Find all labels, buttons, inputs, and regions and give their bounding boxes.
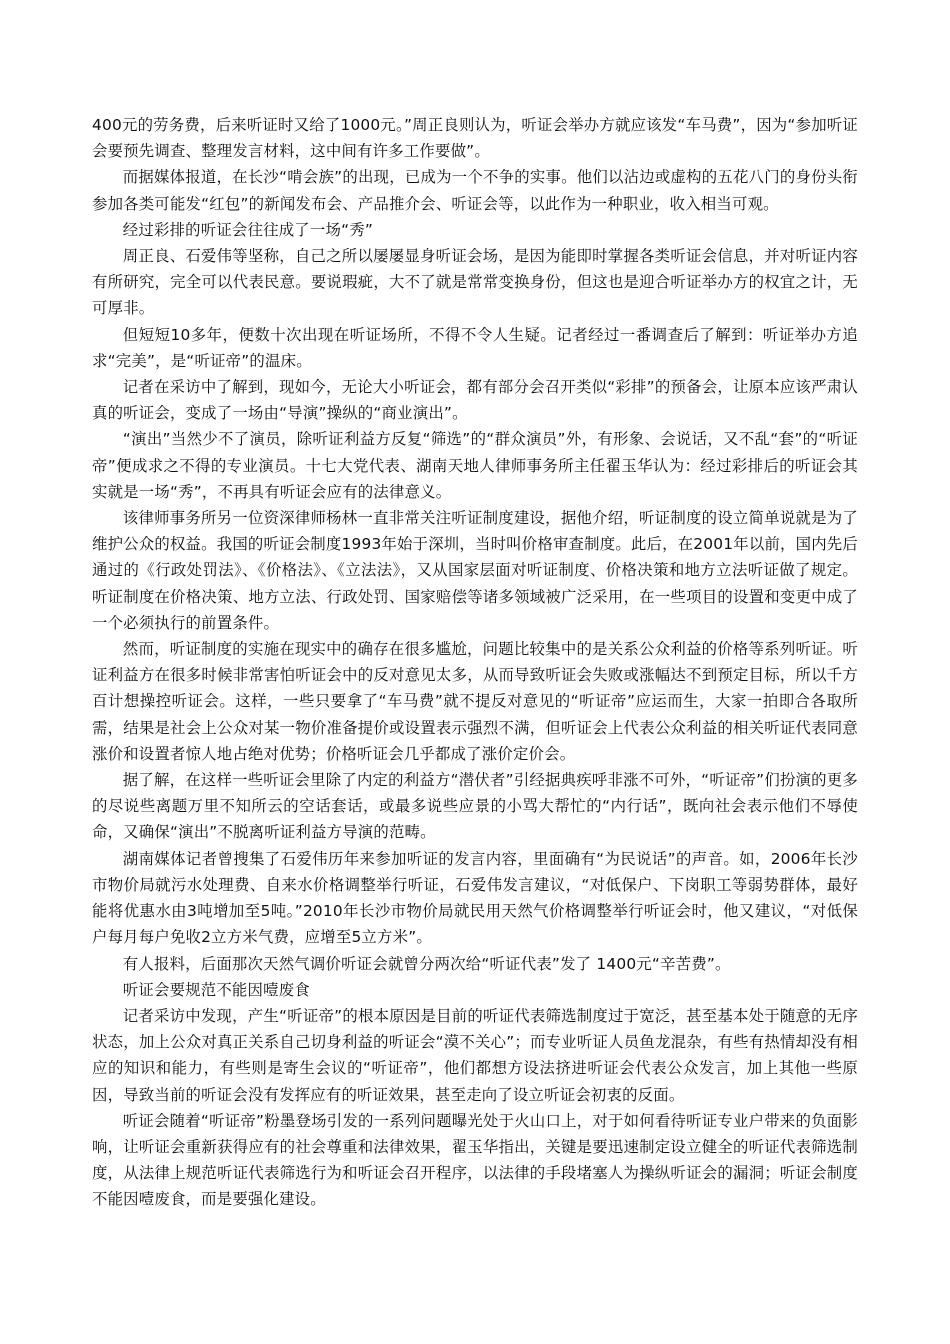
paragraph: 湖南媒体记者曾搜集了石爱伟历年来参加听证的发言内容，里面确有“为民说话”的声音。如，2006年长沙市物价局就污水处理费、自来水价格调整举行听证，石爱伟发言建议，“对低保户、下岗职工等弱势群体，最好能将优惠水由3吨增加至5吨。”2010年长沙市物价局就民用天然气价格调整举行听证会时，他又建议，“对低保户每月每户免收2立方米气费，应增至5立方米”。: [92, 849, 858, 947]
paragraph: 该律师事务所另一位资深律师杨林一直非常关注听证制度建设，据他介绍，听证制度的设立简单说就是为了维护公众的权益。我国的听证会制度1993年始于深圳，当时叫价格审查制度。此后，在2001年以前，国内先后通过的《行政处罚法》、《价格法》、《立法法》，又从国家层面对听证制度、价格决策和地方立法听证做了规定。听证制度在价格决策、地方立法、行政处罚、国家赔偿等诸多领域被广泛采用，在一些项目的设置和变更中成了一个必须执行的前置条件。: [92, 509, 858, 632]
paragraph: 有人报料，后面那次天然气调价听证会就曾分两次给“听证代表”发了 1400元“辛苦费”。: [122, 954, 731, 973]
paragraph: 记者采访中发现，产生“听证帝”的根本原因是目前的听证代表筛选制度过于宽泛，甚至基本处于随意的无序状态，加上公众对真正关系自己切身利益的听证会“漠不关心”；而专业听证人员鱼龙混杂，有些有热情却没有相应的知识和能力，有些则是寄生会议的“听证帝”，他们都想方设法挤进听证会代表公众发言，加上其他一些原因，导致当前的听证会没有发挥应有的听证效果，甚至走向了设立听证会初衷的反面。: [92, 1006, 858, 1104]
paragraph: 周正良、石爱伟等坚称，自己之所以屡屡显身听证会场，是因为能即时掌握各类听证会信息，并对听证内容有所研究，完全可以代表民意。要说瑕疵，大不了就是常常变换身份，但这也是迎合听证举办方的权宜之计，无可厚非。: [92, 247, 858, 318]
document-body: [92, 112, 858, 1213]
section-heading: 听证会要规范不能因噎废食: [122, 980, 310, 999]
paragraph: 而据媒体报道，在长沙“啃会族”的出现，已成为一个不争的实事。他们以沾边或虚构的五花八门的身份头衔参加各类可能发“红包”的新闻发布会、产品推介会、听证会等，以此作为一种职业，收入相当可观。: [92, 168, 858, 213]
paragraph: 但短短10多年，便数十次出现在听证场所，不得不令人生疑。记者经过一番调查后了解到：听证举办方追求“完美”，是“听证帝”的温床。: [92, 325, 858, 370]
paragraph: 400元的劳务费，后来听证时又给了1000元。”周正良则认为，听证会举办方就应该发“车马费”，因为“参加听证会要预先调查、整理发言材料，这中间有许多工作要做”。: [92, 116, 858, 161]
paragraph: 据了解，在这样一些听证会里除了内定的利益方“潜伏者”引经据典疾呼非涨不可外，“听证帝”们扮演的更多的尽说些离题万里不知所云的空话套话，或最多说些应景的小骂大帮忙的“内行话”，既向社会表示他们不辱使命，又确保“演出”不脱离听证利益方导演的范畴。: [92, 771, 858, 842]
paragraph: 听证会随着“听证帝”粉墨登场引发的一系列问题曝光处于火山口上，对于如何看待听证专业户带来的负面影响，让听证会重新获得应有的社会尊重和法律效果，翟玉华指出，关键是要迅速制定设立健全的听证代表筛选制度，从法律上规范听证代表筛选行为和听证会召开程序，以法律的手段堵塞人为操纵听证会的漏洞；听证会制度不能因噎废食，而是要强化建设。: [92, 1111, 858, 1209]
paragraph: “演出”当然少不了演员，除听证利益方反复“筛选”的“群众演员”外，有形象、会说话，又不乱“套”的“听证帝”便成求之不得的专业演员。十七大党代表、湖南天地人律师事务所主任翟玉华认为：经过彩排后的听证会其实就是一场“秀”，不再具有听证会应有的法律意义。: [92, 430, 858, 501]
section-heading: 经过彩排的听证会往往成了一场“秀”: [122, 220, 374, 239]
paragraph: 然而，听证制度的实施在现实中的确存在很多尴尬，问题比较集中的是关系公众利益的价格等系列听证。听证利益方在很多时候非常害怕听证会中的反对意见太多，从而导致听证会失败或涨幅达不到预定目标，所以千方百计想操控听证会。这样，一些只要拿了“车马费”就不提反对意见的“听证帝”应运而生，大家一拍即合各取所需，结果是社会上公众对某一物价准备提价或设置表示强烈不满，但听证会上代表公众利益的相关听证代表同意涨价和设置者惊人地占绝对优势；价格听证会几乎都成了涨价定价会。: [92, 640, 858, 763]
paragraph: 记者在采访中了解到，现如今，无论大小听证会，都有部分会召开类似“彩排”的预备会，让原本应该严肃认真的听证会，变成了一场由“导演”操纵的“商业演出”。: [92, 378, 858, 423]
